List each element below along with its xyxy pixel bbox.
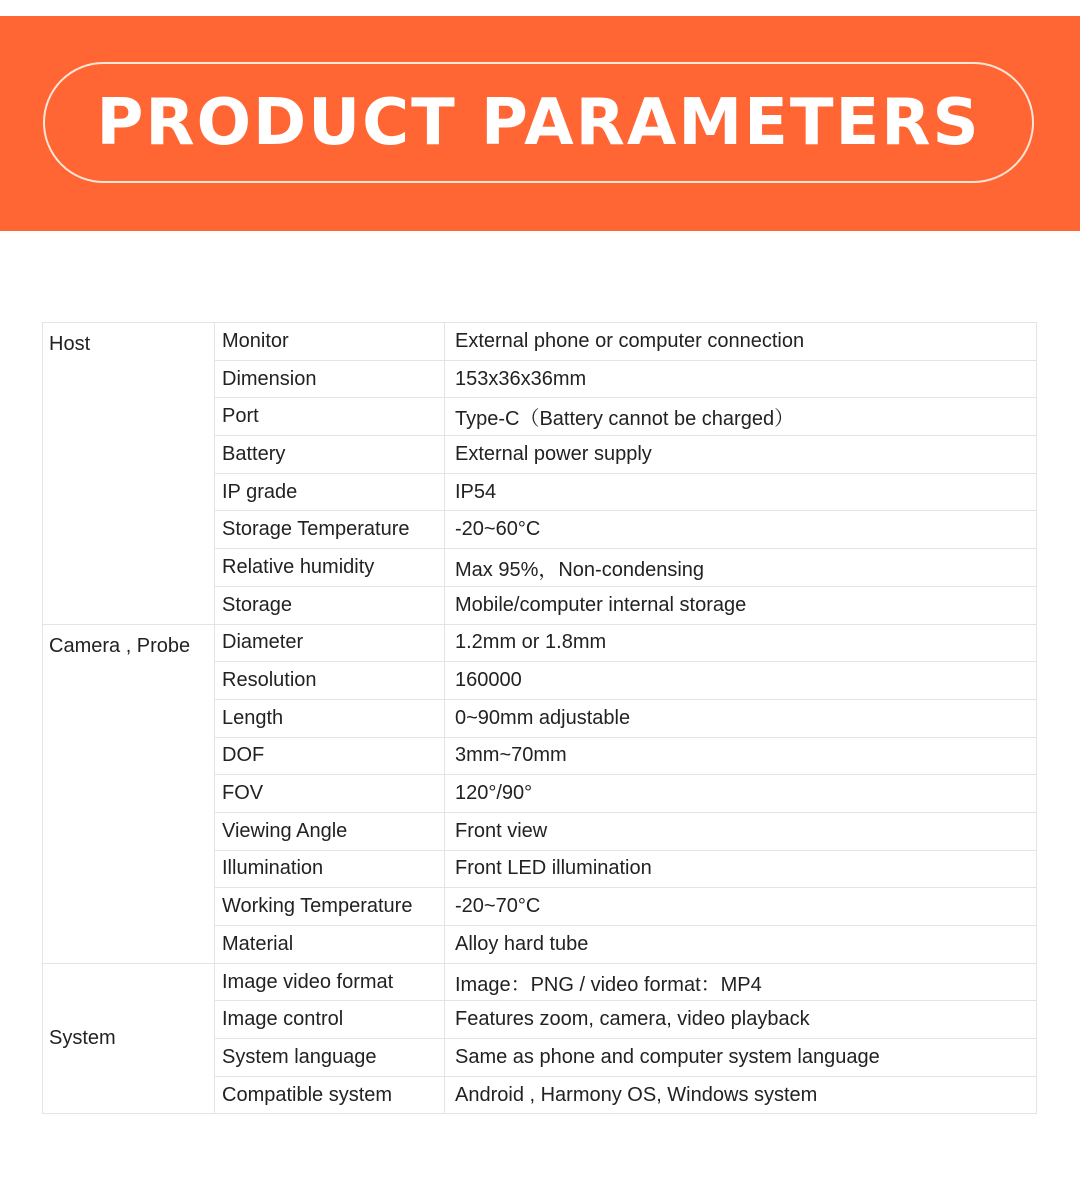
param-name: Viewing Angle <box>215 812 445 850</box>
banner-title-pill <box>43 62 1034 183</box>
param-value: Features zoom, camera, video playback <box>445 1001 1037 1039</box>
param-name: Material <box>215 926 445 964</box>
param-name: Battery <box>215 436 445 474</box>
param-name: Monitor <box>215 323 445 361</box>
group-label-host: Host <box>43 323 215 625</box>
param-value: Alloy hard tube <box>445 926 1037 964</box>
page-title: PRODUCT PARAMETERS <box>96 85 981 160</box>
table-row <box>43 963 1037 1001</box>
group-label-system: System <box>43 963 215 1114</box>
param-value: Type-C（Battery cannot be charged） <box>445 398 1037 436</box>
param-name: FOV <box>215 775 445 813</box>
param-value: Android , Harmony OS, Windows system <box>445 1076 1037 1114</box>
header-banner <box>0 16 1080 231</box>
param-name: DOF <box>215 737 445 775</box>
param-name: Working Temperature <box>215 888 445 926</box>
param-value: Mobile/computer internal storage <box>445 586 1037 624</box>
table-row <box>43 323 1037 361</box>
param-value: 153x36x36mm <box>445 360 1037 398</box>
param-value: IP54 <box>445 473 1037 511</box>
product-parameters-table <box>42 322 1037 1114</box>
param-value: 120°/90° <box>445 775 1037 813</box>
param-value: Front LED illumination <box>445 850 1037 888</box>
param-name: Storage <box>215 586 445 624</box>
param-value: Same as phone and computer system language <box>445 1039 1037 1077</box>
param-name: IP grade <box>215 473 445 511</box>
param-name: Resolution <box>215 662 445 700</box>
top-margin <box>0 0 1080 16</box>
param-value: -20~70°C <box>445 888 1037 926</box>
param-value: External phone or computer connection <box>445 323 1037 361</box>
group-label-camera-probe: Camera , Probe <box>43 624 215 963</box>
param-value: 1.2mm or 1.8mm <box>445 624 1037 662</box>
param-name: Storage Temperature <box>215 511 445 549</box>
param-value: 3mm~70mm <box>445 737 1037 775</box>
param-name: Port <box>215 398 445 436</box>
table-row <box>43 624 1037 662</box>
param-value: 160000 <box>445 662 1037 700</box>
param-name: Compatible system <box>215 1076 445 1114</box>
param-value: -20~60°C <box>445 511 1037 549</box>
param-value: Front view <box>445 812 1037 850</box>
param-value: Max 95%，Non-condensing <box>445 549 1037 587</box>
param-value: External power supply <box>445 436 1037 474</box>
param-name: Image video format <box>215 963 445 1001</box>
param-value: Image：PNG / video format：MP4 <box>445 963 1037 1001</box>
param-name: Image control <box>215 1001 445 1039</box>
param-name: Illumination <box>215 850 445 888</box>
param-name: System language <box>215 1039 445 1077</box>
param-name: Dimension <box>215 360 445 398</box>
param-value: 0~90mm adjustable <box>445 699 1037 737</box>
param-name: Relative humidity <box>215 549 445 587</box>
param-name: Diameter <box>215 624 445 662</box>
param-name: Length <box>215 699 445 737</box>
